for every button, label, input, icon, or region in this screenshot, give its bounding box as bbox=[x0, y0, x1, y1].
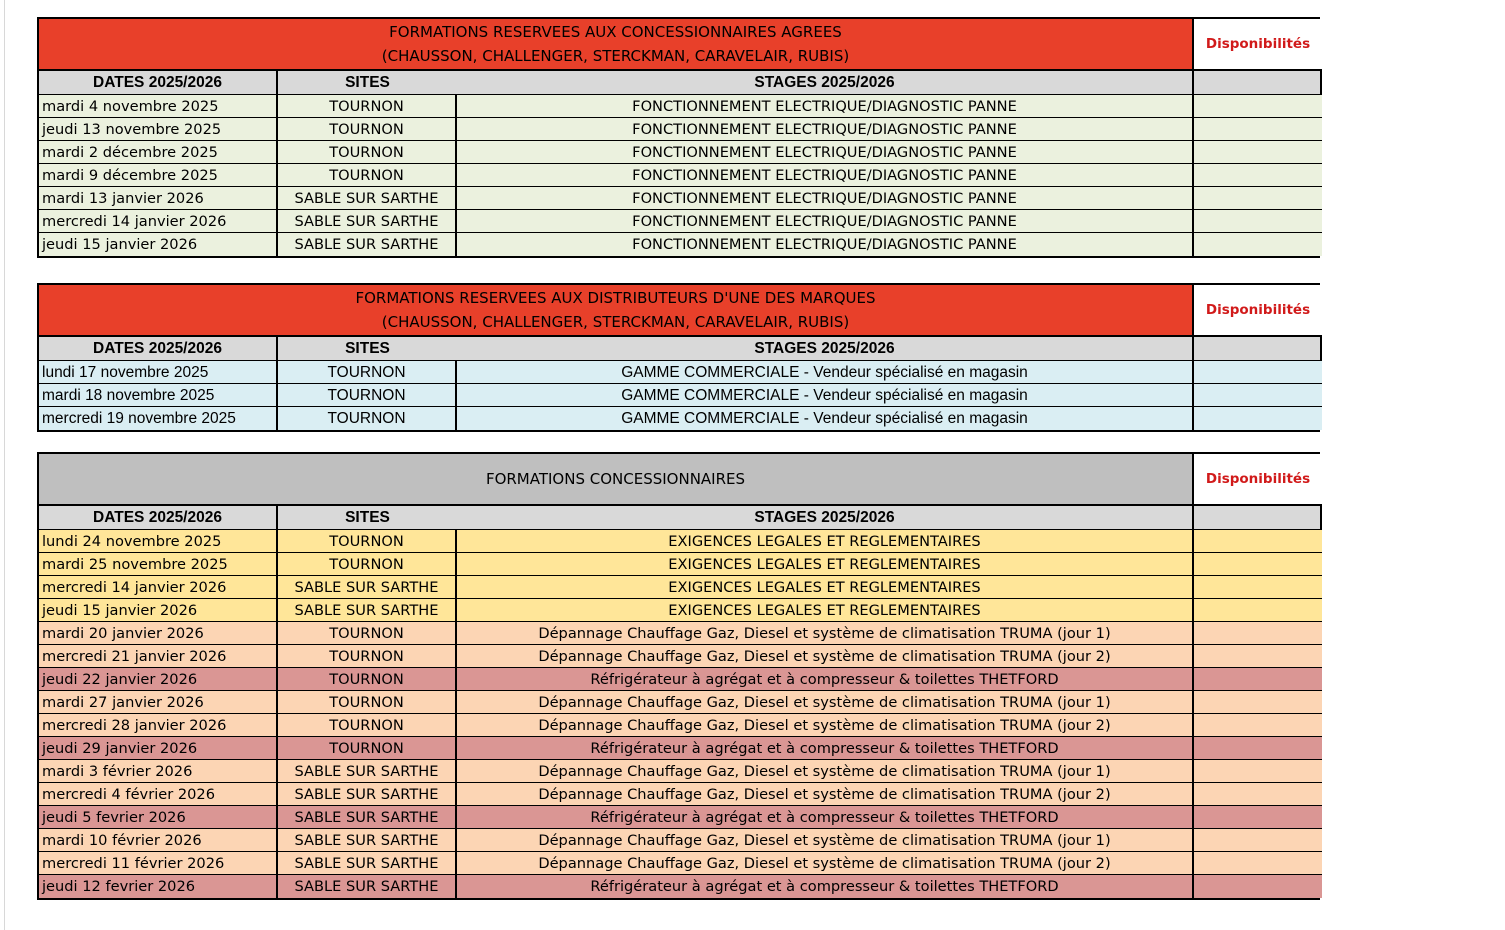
availability-cell[interactable] bbox=[1194, 576, 1322, 599]
section-banner bbox=[39, 285, 1194, 337]
schedule-table bbox=[37, 452, 1320, 900]
availability-cell[interactable] bbox=[1194, 233, 1322, 256]
date-cell: mercredi 4 février 2026 bbox=[39, 783, 278, 806]
availability-cell[interactable] bbox=[1194, 668, 1322, 691]
section-title-line: (CHAUSSON, CHALLENGER, STERCKMAN, CARAVELAIR, RUBIS) bbox=[381, 313, 850, 331]
site-cell: TOURNON bbox=[278, 622, 457, 645]
schedule-table bbox=[37, 283, 1320, 432]
availability-cell[interactable] bbox=[1194, 783, 1322, 806]
stages-column-header: STAGES 2025/2026 bbox=[457, 506, 1194, 530]
stage-cell: FONCTIONNEMENT ELECTRIQUE/DIAGNOSTIC PANNE bbox=[457, 118, 1194, 141]
stages-column-header: STAGES 2025/2026 bbox=[457, 337, 1194, 361]
date-cell: mardi 10 février 2026 bbox=[39, 829, 278, 852]
date-cell: jeudi 22 janvier 2026 bbox=[39, 668, 278, 691]
site-cell: TOURNON bbox=[278, 668, 457, 691]
site-cell: SABLE SUR SARTHE bbox=[278, 852, 457, 875]
availability-column-header bbox=[1194, 71, 1322, 95]
site-cell: SABLE SUR SARTHE bbox=[278, 187, 457, 210]
site-cell: TOURNON bbox=[278, 691, 457, 714]
date-cell: jeudi 29 janvier 2026 bbox=[39, 737, 278, 760]
sites-column-header: SITES bbox=[278, 337, 457, 361]
section-title-line: FORMATIONS CONCESSIONNAIRES bbox=[485, 470, 746, 488]
availability-cell[interactable] bbox=[1194, 622, 1322, 645]
training-section bbox=[37, 283, 1320, 432]
availability-cell[interactable] bbox=[1194, 407, 1322, 430]
site-cell: SABLE SUR SARTHE bbox=[278, 599, 457, 622]
availability-cell[interactable] bbox=[1194, 599, 1322, 622]
stage-cell: Dépannage Chauffage Gaz, Diesel et système de climatisation TRUMA (jour 2) bbox=[457, 645, 1194, 668]
availability-column-header bbox=[1194, 337, 1322, 361]
site-cell: TOURNON bbox=[278, 737, 457, 760]
availability-cell[interactable] bbox=[1194, 187, 1322, 210]
site-cell: TOURNON bbox=[278, 384, 457, 407]
dates-column-header: DATES 2025/2026 bbox=[39, 506, 278, 530]
stage-cell: Dépannage Chauffage Gaz, Diesel et système de climatisation TRUMA (jour 1) bbox=[457, 622, 1194, 645]
site-cell: SABLE SUR SARTHE bbox=[278, 233, 457, 256]
stages-column-header: STAGES 2025/2026 bbox=[457, 71, 1194, 95]
stage-cell: EXIGENCES LEGALES ET REGLEMENTAIRES bbox=[457, 530, 1194, 553]
availability-column-header bbox=[1194, 506, 1322, 530]
availability-cell[interactable] bbox=[1194, 737, 1322, 760]
date-cell: mardi 27 janvier 2026 bbox=[39, 691, 278, 714]
schedule-table bbox=[37, 17, 1320, 258]
site-cell: SABLE SUR SARTHE bbox=[278, 210, 457, 233]
site-cell: SABLE SUR SARTHE bbox=[278, 576, 457, 599]
stage-cell: Dépannage Chauffage Gaz, Diesel et système de climatisation TRUMA (jour 2) bbox=[457, 852, 1194, 875]
section-title-line: FORMATIONS RESERVEES AUX DISTRIBUTEURS D'UNE DES MARQUES bbox=[355, 289, 876, 307]
availability-cell[interactable] bbox=[1194, 760, 1322, 783]
availability-header: Disponibilités bbox=[1194, 19, 1322, 71]
stage-cell: FONCTIONNEMENT ELECTRIQUE/DIAGNOSTIC PANNE bbox=[457, 164, 1194, 187]
site-cell: TOURNON bbox=[278, 714, 457, 737]
sites-column-header: SITES bbox=[278, 71, 457, 95]
date-cell: jeudi 5 fevrier 2026 bbox=[39, 806, 278, 829]
availability-cell[interactable] bbox=[1194, 875, 1322, 898]
availability-cell[interactable] bbox=[1194, 95, 1322, 118]
section-title-line: (CHAUSSON, CHALLENGER, STERCKMAN, CARAVELAIR, RUBIS) bbox=[381, 47, 850, 65]
availability-cell[interactable] bbox=[1194, 714, 1322, 737]
date-cell: lundi 24 novembre 2025 bbox=[39, 530, 278, 553]
stage-cell: GAMME COMMERCIALE - Vendeur spécialisé en magasin bbox=[457, 384, 1194, 407]
availability-cell[interactable] bbox=[1194, 210, 1322, 233]
stage-cell: Dépannage Chauffage Gaz, Diesel et système de climatisation TRUMA (jour 2) bbox=[457, 714, 1194, 737]
section-banner bbox=[39, 19, 1194, 71]
sites-column-header: SITES bbox=[278, 506, 457, 530]
stage-cell: Dépannage Chauffage Gaz, Diesel et système de climatisation TRUMA (jour 1) bbox=[457, 691, 1194, 714]
date-cell: jeudi 15 janvier 2026 bbox=[39, 233, 278, 256]
site-cell: TOURNON bbox=[278, 645, 457, 668]
stage-cell: EXIGENCES LEGALES ET REGLEMENTAIRES bbox=[457, 576, 1194, 599]
availability-cell[interactable] bbox=[1194, 361, 1322, 384]
date-cell: mardi 20 janvier 2026 bbox=[39, 622, 278, 645]
stage-cell: Dépannage Chauffage Gaz, Diesel et système de climatisation TRUMA (jour 2) bbox=[457, 783, 1194, 806]
availability-cell[interactable] bbox=[1194, 164, 1322, 187]
availability-cell[interactable] bbox=[1194, 384, 1322, 407]
availability-header: Disponibilités bbox=[1194, 454, 1322, 506]
site-cell: SABLE SUR SARTHE bbox=[278, 875, 457, 898]
availability-cell[interactable] bbox=[1194, 118, 1322, 141]
date-cell: mardi 18 novembre 2025 bbox=[39, 384, 278, 407]
site-cell: TOURNON bbox=[278, 361, 457, 384]
stage-cell: EXIGENCES LEGALES ET REGLEMENTAIRES bbox=[457, 553, 1194, 576]
date-cell: mardi 2 décembre 2025 bbox=[39, 141, 278, 164]
stage-cell: Réfrigérateur à agrégat et à compresseur & toilettes THETFORD bbox=[457, 737, 1194, 760]
availability-cell[interactable] bbox=[1194, 852, 1322, 875]
stage-cell: Réfrigérateur à agrégat et à compresseur & toilettes THETFORD bbox=[457, 806, 1194, 829]
availability-cell[interactable] bbox=[1194, 806, 1322, 829]
stage-cell: FONCTIONNEMENT ELECTRIQUE/DIAGNOSTIC PANNE bbox=[457, 187, 1194, 210]
site-cell: SABLE SUR SARTHE bbox=[278, 783, 457, 806]
date-cell: mercredi 28 janvier 2026 bbox=[39, 714, 278, 737]
stage-cell: Dépannage Chauffage Gaz, Diesel et système de climatisation TRUMA (jour 1) bbox=[457, 829, 1194, 852]
availability-cell[interactable] bbox=[1194, 829, 1322, 852]
date-cell: jeudi 15 janvier 2026 bbox=[39, 599, 278, 622]
date-cell: jeudi 13 novembre 2025 bbox=[39, 118, 278, 141]
availability-header: Disponibilités bbox=[1194, 285, 1322, 337]
date-cell: mardi 3 février 2026 bbox=[39, 760, 278, 783]
site-cell: TOURNON bbox=[278, 530, 457, 553]
date-cell: mardi 4 novembre 2025 bbox=[39, 95, 278, 118]
site-cell: TOURNON bbox=[278, 95, 457, 118]
availability-cell[interactable] bbox=[1194, 691, 1322, 714]
availability-cell[interactable] bbox=[1194, 530, 1322, 553]
site-cell: TOURNON bbox=[278, 553, 457, 576]
date-cell: lundi 17 novembre 2025 bbox=[39, 361, 278, 384]
stage-cell: Réfrigérateur à agrégat et à compresseur & toilettes THETFORD bbox=[457, 875, 1194, 898]
availability-cell[interactable] bbox=[1194, 645, 1322, 668]
site-cell: TOURNON bbox=[278, 141, 457, 164]
availability-cell[interactable] bbox=[1194, 553, 1322, 576]
date-cell: mardi 9 décembre 2025 bbox=[39, 164, 278, 187]
date-cell: mercredi 14 janvier 2026 bbox=[39, 576, 278, 599]
section-title-line: FORMATIONS RESERVEES AUX CONCESSIONNAIRES AGREES bbox=[389, 23, 842, 41]
site-cell: TOURNON bbox=[278, 118, 457, 141]
section-banner bbox=[39, 454, 1194, 506]
sheet-left-edge bbox=[4, 0, 5, 930]
stage-cell: FONCTIONNEMENT ELECTRIQUE/DIAGNOSTIC PANNE bbox=[457, 233, 1194, 256]
dates-column-header: DATES 2025/2026 bbox=[39, 71, 278, 95]
training-section bbox=[37, 17, 1320, 258]
stage-cell: Dépannage Chauffage Gaz, Diesel et système de climatisation TRUMA (jour 1) bbox=[457, 760, 1194, 783]
date-cell: mardi 25 novembre 2025 bbox=[39, 553, 278, 576]
stage-cell: GAMME COMMERCIALE - Vendeur spécialisé en magasin bbox=[457, 361, 1194, 384]
stage-cell: EXIGENCES LEGALES ET REGLEMENTAIRES bbox=[457, 599, 1194, 622]
stage-cell: FONCTIONNEMENT ELECTRIQUE/DIAGNOSTIC PANNE bbox=[457, 95, 1194, 118]
site-cell: SABLE SUR SARTHE bbox=[278, 806, 457, 829]
availability-cell[interactable] bbox=[1194, 141, 1322, 164]
dates-column-header: DATES 2025/2026 bbox=[39, 337, 278, 361]
stage-cell: FONCTIONNEMENT ELECTRIQUE/DIAGNOSTIC PANNE bbox=[457, 141, 1194, 164]
date-cell: mardi 13 janvier 2026 bbox=[39, 187, 278, 210]
site-cell: TOURNON bbox=[278, 407, 457, 430]
stage-cell: FONCTIONNEMENT ELECTRIQUE/DIAGNOSTIC PANNE bbox=[457, 210, 1194, 233]
site-cell: TOURNON bbox=[278, 164, 457, 187]
date-cell: mercredi 21 janvier 2026 bbox=[39, 645, 278, 668]
date-cell: mercredi 19 novembre 2025 bbox=[39, 407, 278, 430]
date-cell: jeudi 12 fevrier 2026 bbox=[39, 875, 278, 898]
date-cell: mercredi 11 février 2026 bbox=[39, 852, 278, 875]
stage-cell: Réfrigérateur à agrégat et à compresseur & toilettes THETFORD bbox=[457, 668, 1194, 691]
training-section bbox=[37, 452, 1320, 900]
site-cell: SABLE SUR SARTHE bbox=[278, 760, 457, 783]
stage-cell: GAMME COMMERCIALE - Vendeur spécialisé en magasin bbox=[457, 407, 1194, 430]
site-cell: SABLE SUR SARTHE bbox=[278, 829, 457, 852]
date-cell: mercredi 14 janvier 2026 bbox=[39, 210, 278, 233]
